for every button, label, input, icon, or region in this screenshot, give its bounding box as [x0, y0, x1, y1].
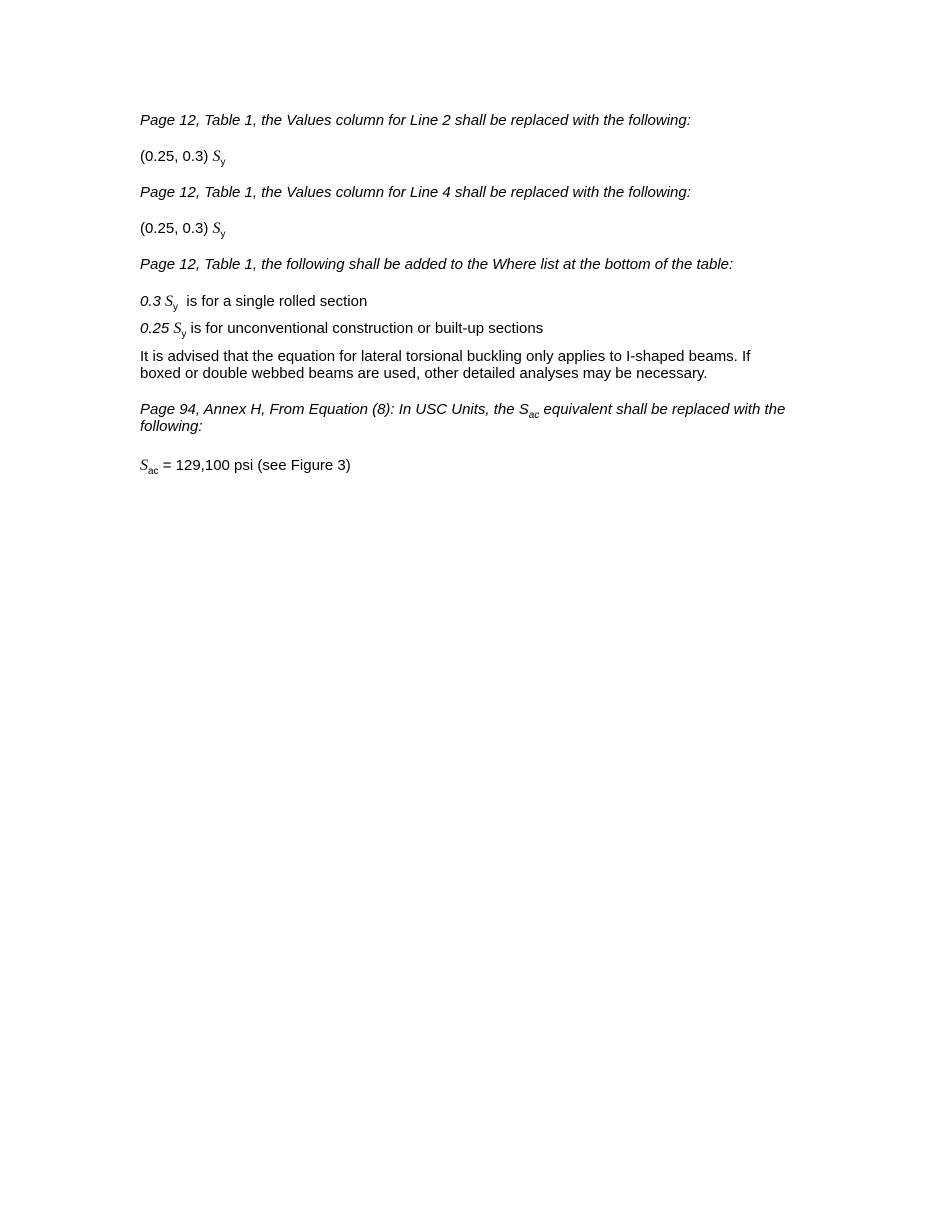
subscript-y: y	[181, 329, 187, 340]
where-item-text: is for unconventional construction or built-up sections	[190, 320, 544, 337]
symbol-s: S	[173, 320, 182, 337]
where-item-rolled	[140, 293, 820, 313]
coefficient: 0.25	[140, 320, 170, 337]
advisory-text: It is advised that the equation for lateral torsional buckling only applies to I-shaped beams. If boxed or double webbed beams are used, other detailed analyses may be necessary.	[140, 348, 751, 382]
instruction-text: Page 12, Table 1, the following shall be added to the Where list at the bottom of the table:	[140, 256, 734, 273]
subscript-y: y	[220, 157, 226, 168]
coefficient: 0.3	[140, 293, 161, 310]
symbol-s: S	[140, 457, 148, 474]
subscript-ac: ac	[148, 466, 159, 477]
instruction-text: Page 12, Table 1, the Values column for Line 4 shall be replaced with the following:	[140, 184, 691, 201]
instruction-text: Page 12, Table 1, the Values column for Line 2 shall be replaced with the following:	[140, 112, 691, 129]
symbol-s: S	[165, 293, 174, 310]
value-text: (0.25, 0.3)	[140, 148, 209, 165]
value-line-4	[140, 220, 820, 240]
instruction-line-2	[140, 112, 820, 129]
equation-text: = 129,100 psi (see Figure 3)	[158, 457, 351, 474]
advisory-paragraph	[140, 348, 780, 382]
symbol-s: S	[212, 148, 221, 165]
subscript-y: y	[173, 302, 179, 313]
value-text: (0.25, 0.3)	[140, 220, 209, 237]
instruction-line-4	[140, 184, 820, 201]
subscript-y: y	[220, 229, 226, 240]
instruction-text-b: equivalent shall be replaced with the following:	[140, 401, 786, 435]
where-item-built-up	[140, 320, 820, 340]
instruction-where-list	[140, 256, 820, 273]
where-item-text: is for a single rolled section	[186, 293, 368, 310]
symbol-s: S	[212, 220, 221, 237]
value-line-2	[140, 148, 820, 168]
instruction-text-a: Page 94, Annex H, From Equation (8): In USC Units, the S	[140, 401, 529, 418]
instruction-annex-h	[140, 401, 820, 435]
sac-equation	[140, 457, 820, 477]
subscript-ac: ac	[528, 410, 540, 421]
